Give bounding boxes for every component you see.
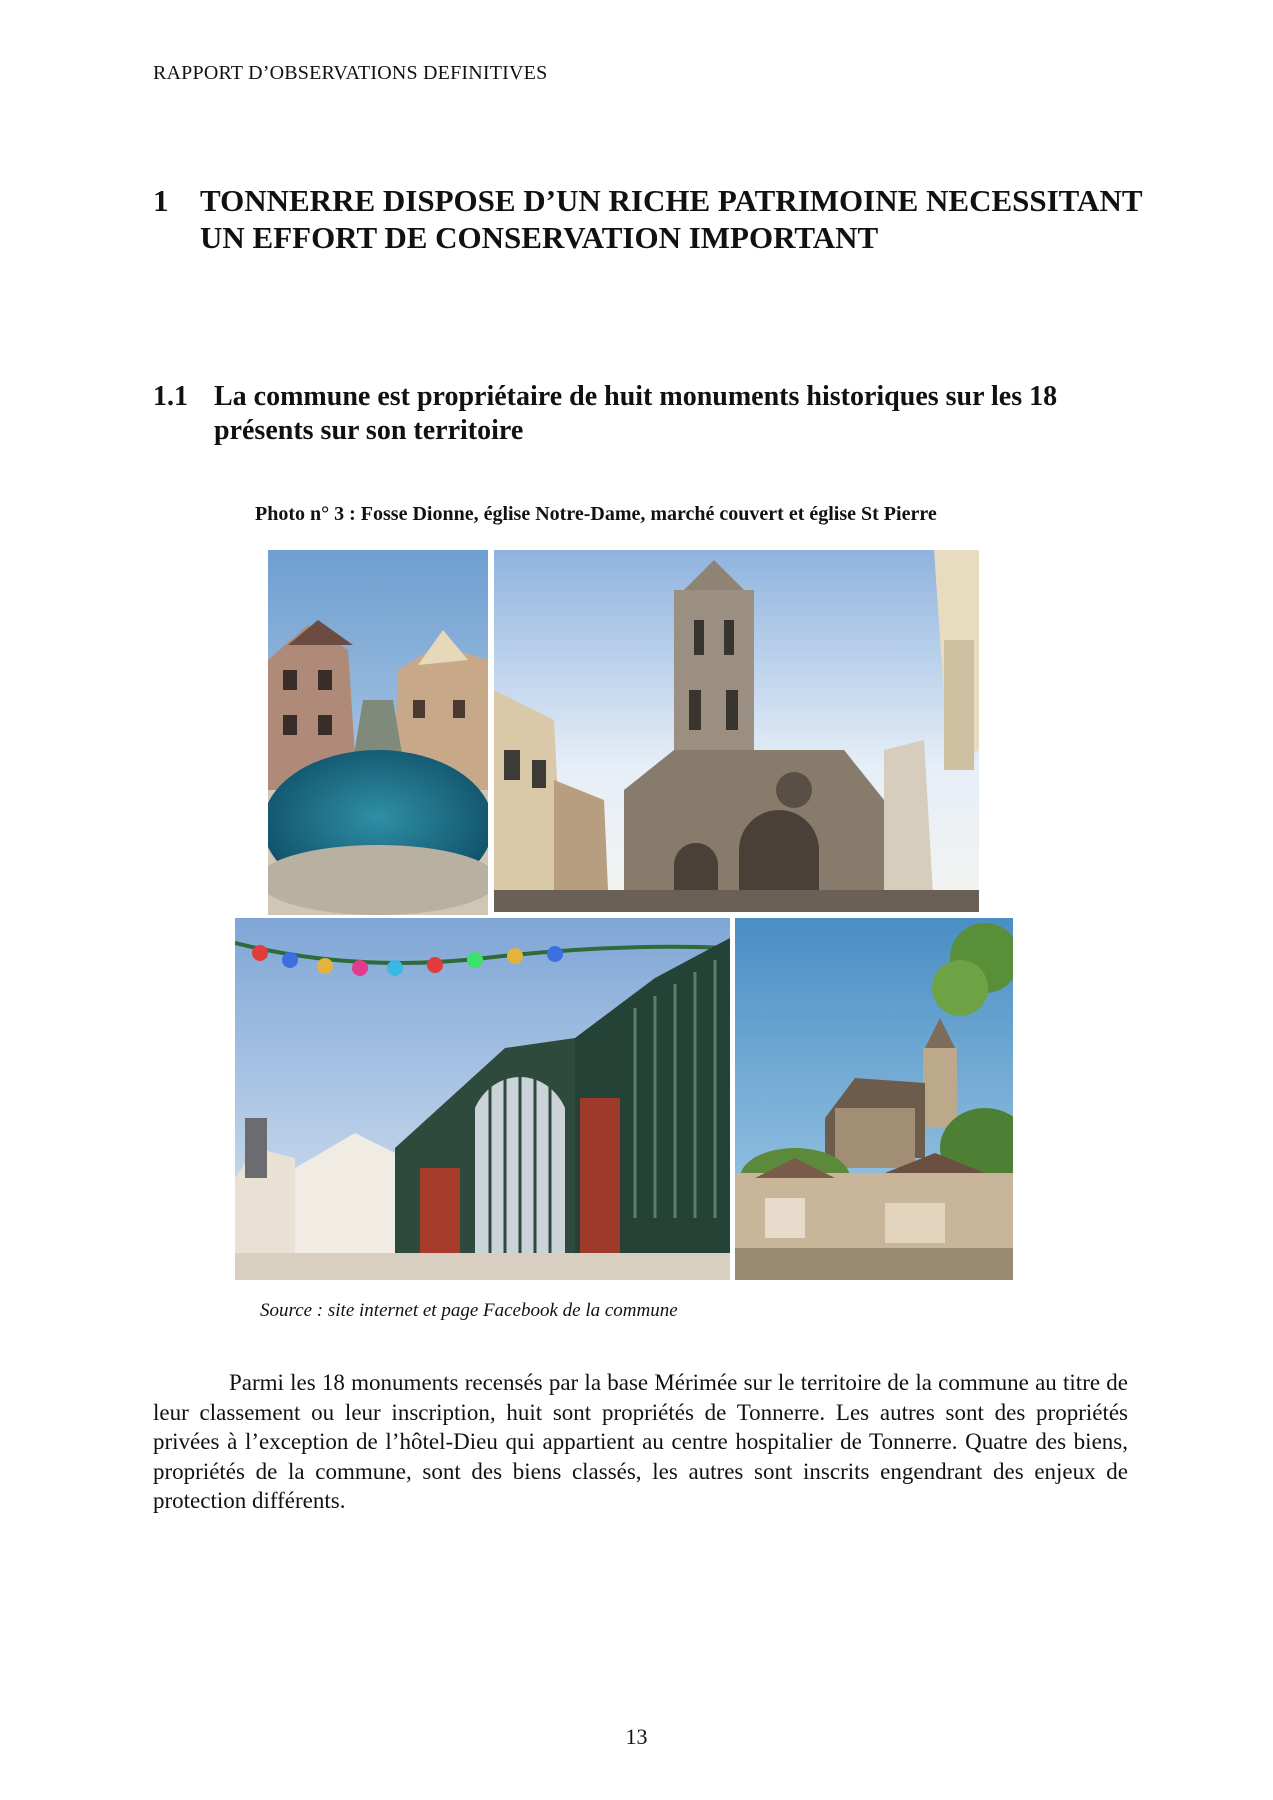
- photo-source: Source : site internet et page Facebook de la commune: [260, 1300, 678, 1321]
- subsection-title: La commune est propriétaire de huit monuments historiques sur les 18 présents sur son territoire: [214, 381, 1058, 446]
- body-paragraph: Parmi les 18 monuments recensés par la base Mérimée sur le territoire de la commune au titre de leur classement ou leur inscription, huit sont propriétés de Tonnerre. Les autres sont des propriétés privées à l’exception de l’hôtel-Dieu qui appartient au centre hospitalier de Tonnerre. Quatre des biens, propriétés de la commune, sont des biens classés, les autres sont inscrits engendrant des enjeux de protection différents.: [153, 1370, 1128, 1513]
- photo-fosse-dionne: [268, 550, 488, 915]
- photo-marche-couvert: [235, 918, 730, 1280]
- photo-caption: Photo n° 3 : Fosse Dionne, église Notre-Dame, marché couvert et église St Pierre: [255, 503, 937, 525]
- photo-eglise-st-pierre: [735, 918, 1013, 1280]
- subsection-heading-1-1: [153, 380, 1153, 448]
- subsection-number: 1.1: [153, 381, 188, 412]
- page-number: 13: [625, 1724, 648, 1749]
- section-number: 1: [153, 183, 169, 218]
- section-heading-1: [153, 182, 1153, 256]
- running-header: RAPPORT D’OBSERVATIONS DEFINITIVES: [153, 62, 548, 84]
- photo-eglise-notre-dame: [494, 550, 979, 912]
- section-title: TONNERRE DISPOSE D’UN RICHE PATRIMOINE NECESSITANT UN EFFORT DE CONSERVATION IMPORTANT: [200, 183, 1142, 255]
